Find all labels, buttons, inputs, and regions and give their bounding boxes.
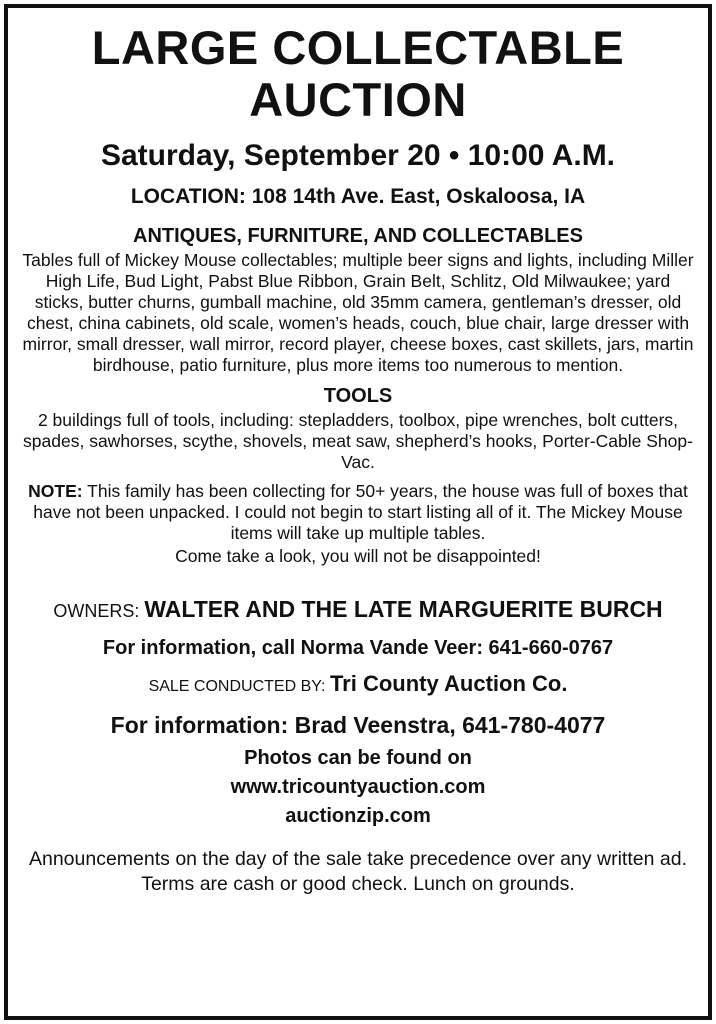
antiques-heading: ANTIQUES, FURNITURE, AND COLLECTABLES (133, 225, 583, 247)
title-line-2: AUCTION (249, 73, 467, 126)
note-paragraph (8, 481, 708, 544)
sale-conducted-by (8, 669, 708, 702)
note-label: NOTE: (28, 481, 83, 501)
conducted-label: SALE CONDUCTED BY: (148, 678, 330, 695)
auction-date: Saturday, September 20 • 10:00 A.M. (100, 139, 616, 172)
auction-ad (4, 4, 712, 1020)
tools-description: 2 buildings full of tools, including: stepladders, toolbox, pipe wrenches, bolt cutters, spades, sawhorses, scythe, shovels, meat saw, shepherd’s hooks, Porter-Cable Shop-Vac. (23, 410, 693, 472)
owners (8, 589, 708, 633)
contact-brad: For information: Brad Veenstra, 641-780-4077 (110, 712, 606, 738)
website-tricounty[interactable]: www.tricountyauction.com (230, 776, 486, 798)
photos-info (8, 744, 708, 831)
disclaimer: Announcements on the day of the sale take precedence over any written ad. Terms are cash or good check. Lunch on grounds. (28, 848, 687, 895)
website-auctionzip[interactable]: auctionzip.com (285, 805, 431, 827)
antiques-description: Tables full of Mickey Mouse collectables; multiple beer signs and lights, including Miller High Life, Bud Light, Pabst Blue Ribbon, Grain Belt, Schlitz, Old Milwaukee; yard sticks, butter churns, gumball machine, old 35mm camera, gentleman’s dresser, old chest, china cabinets, old scale, women’s heads, couch, blue chair, large dresser with mirror, small dresser, wall mirror, record player, cheese boxes, cast skillets, jars, martin birdhouse, patio furniture, plus more items too numerous to mention. (22, 250, 694, 375)
owners-names: WALTER AND THE LATE MARGUERITE BURCH (144, 596, 663, 622)
note-text: This family has been collecting for 50+ years, the house was full of boxes that have not been unpacked. I could not begin to start listing all of it. The Mickey Mouse items will take up multiple tables. (33, 481, 688, 543)
tools-heading: TOOLS (323, 385, 393, 407)
owners-label: OWNERS: (53, 601, 145, 621)
title-line-1: LARGE COLLECTABLE (91, 21, 625, 74)
ad-title (8, 22, 708, 126)
auction-location: LOCATION: 108 14th Ave. East, Oskaloosa, IA (130, 185, 586, 208)
note-closing: Come take a look, you will not be disappointed! (175, 546, 541, 566)
photos-line: Photos can be found on (244, 747, 472, 769)
auction-company: Tri County Auction Co. (329, 671, 568, 696)
contact-norma: For information, call Norma Vande Veer: 641-660-0767 (102, 637, 614, 659)
